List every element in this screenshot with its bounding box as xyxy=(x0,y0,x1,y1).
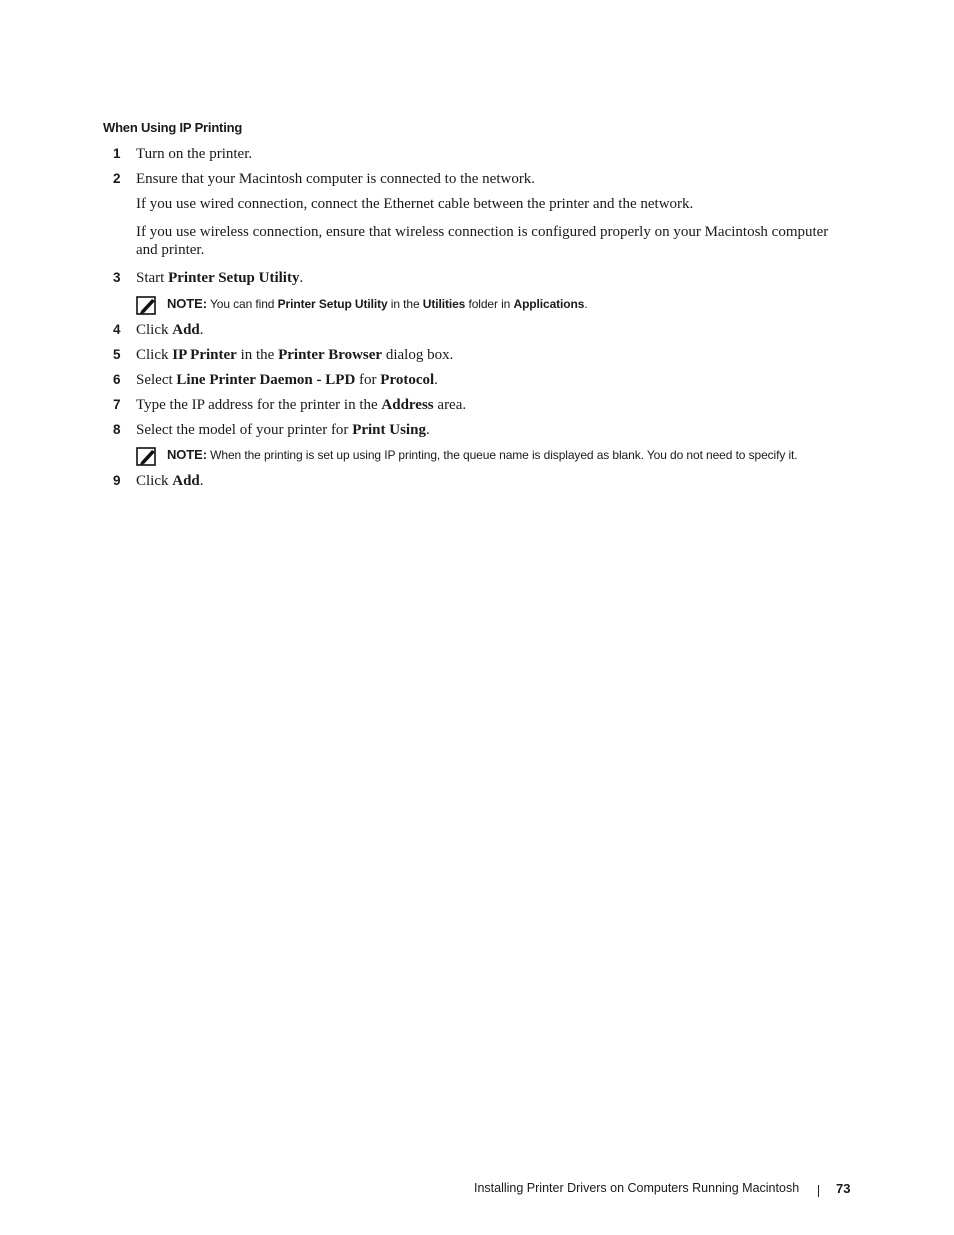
step-text: Click Add. xyxy=(136,473,204,489)
step-text: Click Add. xyxy=(136,322,204,338)
note-pencil-icon xyxy=(136,447,158,467)
section-heading: When Using IP Printing xyxy=(103,120,243,135)
step-number: 6 xyxy=(113,372,121,387)
step-text: Select the model of your printer for Print Using. xyxy=(136,422,430,438)
step-number: 1 xyxy=(113,146,121,161)
note-text: NOTE: You can find Printer Setup Utility in the Utilities folder in Applications. xyxy=(167,296,588,311)
step-number: 4 xyxy=(113,322,121,337)
step-text: Click IP Printer in the Printer Browser dialog box. xyxy=(136,347,454,363)
step-number: 9 xyxy=(113,473,121,488)
step-number: 8 xyxy=(113,422,121,437)
page-number: 73 xyxy=(836,1181,851,1196)
step-number: 7 xyxy=(113,397,121,412)
step-text: Type the IP address for the printer in the Address area. xyxy=(136,397,467,413)
step-text: Start Printer Setup Utility. xyxy=(136,270,304,286)
step-text: Select Line Printer Daemon - LPD for Protocol. xyxy=(136,372,438,388)
step-detail-text: If you use wired connection, connect the Ethernet cable between the printer and the network. xyxy=(136,196,694,212)
step-number: 5 xyxy=(113,347,121,362)
footer-title: Installing Printer Drivers on Computers Running Macintosh xyxy=(474,1181,800,1195)
footer-divider xyxy=(818,1185,819,1197)
note-pencil-icon xyxy=(136,296,158,316)
step-text: Turn on the printer. xyxy=(136,146,253,162)
step-number: 2 xyxy=(113,171,121,186)
step-number: 3 xyxy=(113,270,121,285)
note-text: NOTE: When the printing is set up using IP printing, the queue name is displayed as blank. You do not need to specify it. xyxy=(167,447,798,462)
step-text: Ensure that your Macintosh computer is connected to the network. xyxy=(136,171,536,187)
step-detail-text: If you use wireless connection, ensure that wireless connection is configured properly on your Macintosh computer and printer. xyxy=(136,224,829,258)
